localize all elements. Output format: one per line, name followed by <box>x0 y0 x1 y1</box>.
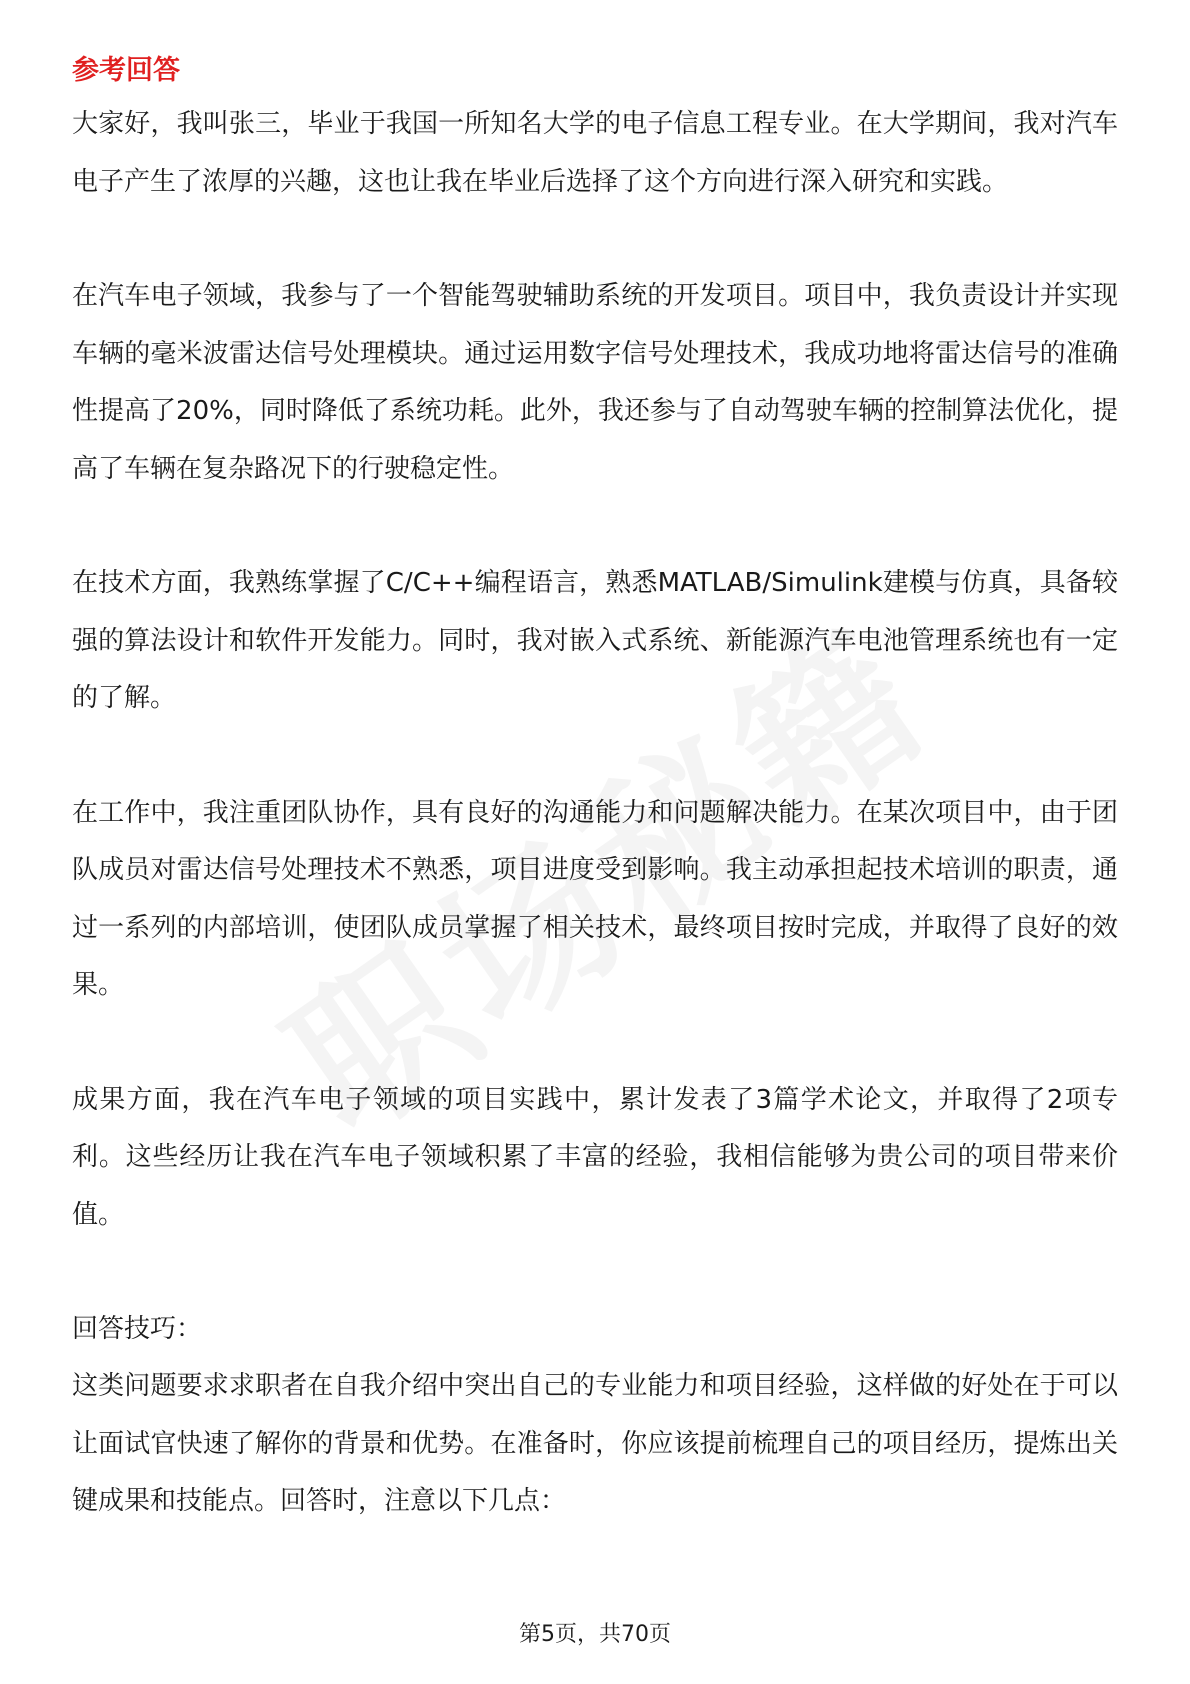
paragraph-project: 在汽车电子领域，我参与了一个智能驾驶辅助系统的开发项目。项目中，我负责设计并实现车辆的毫米波雷达信号处理模块。通过运用数字信号处理技术，我成功地将雷达信号的准确性提高了20%，同时降低了系统功耗。此外，我还参与了自动驾驶车辆的控制算法优化，提高了车辆在复杂路况下的行驶稳定性。 <box>72 281 1118 484</box>
paragraph-gap <box>72 1244 1118 1301</box>
tips-paragraph: 这类问题要求求职者在自我介绍中突出自己的专业能力和项目经验，这样做的好处在于可以让面试官快速了解你的背景和优势。在准备时，你应该提前梳理自己的项目经历，提炼出关键成果和技能点。回答时，注意以下几点： <box>72 1371 1118 1516</box>
tips-title: 回答技巧： <box>72 1314 203 1344</box>
paragraph-teamwork: 在工作中，我注重团队协作，具有良好的沟通能力和问题解决能力。在某次项目中，由于团队成员对雷达信号处理技术不熟悉，项目进度受到影响。我主动承担起技术培训的职责，通过一系列的内部培训，使团队成员掌握了相关技术，最终项目按时完成，并取得了良好的效果。 <box>72 797 1118 1000</box>
paragraph-skills: 在技术方面，我熟练掌握了C/C++编程语言，熟悉MATLAB/Simulink建模与仿真，具备较强的算法设计和软件开发能力。同时，我对嵌入式系统、新能源汽车电池管理系统也有一定的了解。 <box>72 568 1118 713</box>
paragraph-gap <box>72 728 1118 785</box>
paragraph-gap <box>72 498 1118 555</box>
page-number: 第5页，共70页 <box>519 1622 671 1647</box>
section-heading: 参考回答 <box>72 55 180 86</box>
paragraph-gap <box>72 1015 1118 1072</box>
paragraph-intro: 大家好，我叫张三，毕业于我国一所知名大学的电子信息工程专业。在大学期间，我对汽车电子产生了浓厚的兴趣，这也让我在毕业后选择了这个方向进行深入研究和实践。 <box>72 109 1118 197</box>
paragraph-achievements: 成果方面，我在汽车电子领域的项目实践中，累计发表了3篇学术论文，并取得了2项专利。这些经历让我在汽车电子领域积累了丰富的经验，我相信能够为贵公司的项目带来价值。 <box>72 1084 1118 1230</box>
document-body <box>72 50 1118 1531</box>
paragraph-gap <box>72 211 1118 268</box>
